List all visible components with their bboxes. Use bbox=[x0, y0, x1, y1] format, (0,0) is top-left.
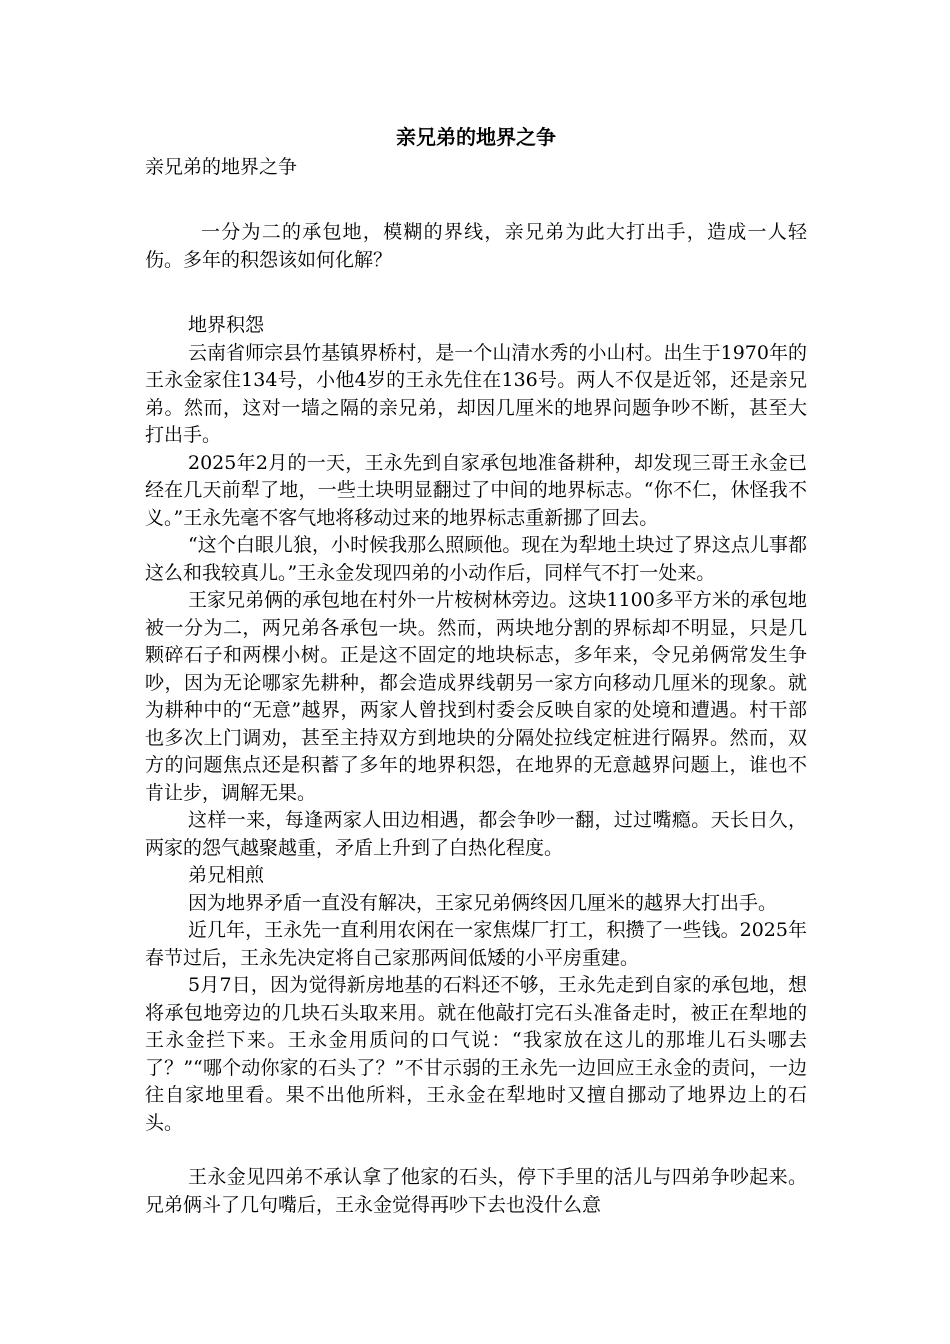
paragraph: “这个白眼儿狼，小时候我那么照顾他。现在为犁地土块过了界这点儿事都这么和我较真儿。”王永金发现四弟的小动作后，同样气不打一处来。 bbox=[145, 534, 807, 584]
document-title: 亲兄弟的地界之争 bbox=[396, 125, 556, 149]
section-heading-dixiong-xiangjian: 弟兄相煎 bbox=[188, 864, 265, 886]
paragraph: 近几年，王永先一直利用农闲在一家焦煤厂打工，积攒了一些钱。2025年春节过后，王永先决定将自己家那两间低矮的小平房重建。 bbox=[145, 919, 807, 969]
document-subtitle: 亲兄弟的地界之争 bbox=[145, 156, 298, 178]
document-page bbox=[145, 120, 807, 1219]
lead-paragraph: 一分为二的承包地，模糊的界线，亲兄弟为此大打出手，造成一人轻伤。多年的积怨该如何化解？ bbox=[145, 221, 807, 271]
paragraph: 王家兄弟俩的承包地在村外一片桉树林旁边。这块1100多平方米的承包地被一分为二，两兄弟各承包一块。然而，两块地分割的界标却不明显，只是几颗碎石子和两棵小树。正是这不固定的地块标志，多年来，令兄弟俩常发生争吵，因为无论哪家先耕种，都会造成界线朝另一家方向移动几厘米的现象。就为耕种中的“无意”越界，两家人曾找到村委会反映自家的处境和遭遇。村干部也多次上门调劝，甚至主持双方到地块的分隔处拉线定桩进行隔界。然而，双方的问题焦点还是积蓄了多年的地界积怨，在地界的无意越界问题上，谁也不肯让步，调解无果。 bbox=[145, 589, 807, 804]
paragraph: 因为地界矛盾一直没有解决，王家兄弟俩终因几厘米的越界大打出手。 bbox=[188, 891, 778, 914]
paragraph: 王永金见四弟不承认拿了他家的石头，停下手里的活儿与四弟争吵起来。兄弟俩斗了几句嘴后，王永金觉得再吵下去也没什么意 bbox=[145, 1166, 807, 1216]
paragraph: 2025年2月的一天，王永先到自家承包地准备耕种，却发现三哥王永金已经在几天前犁了地，一些土块明显翻过了中间的地界标志。“你不仁，休怪我不义。”王永先毫不客气地将移动过来的地界标志重新挪了回去。 bbox=[145, 451, 807, 529]
paragraph: 5月7日，因为觉得新房地基的石料还不够，王永先走到自家的承包地，想将承包地旁边的几块石头取来用。就在他敲打完石头准备走时，被正在犁地的王永金拦下来。王永金用质问的口气说：“我家放在这儿的那堆儿石头哪去了？”“哪个动你家的石头了？”不甘示弱的王永先一边回应王永金的责问，一边往自家地里看。果不出他所料，王永金在犁地时又擅自挪动了地界边上的石头。 bbox=[145, 974, 807, 1134]
section-heading-dijie-jiyuan: 地界积怨 bbox=[188, 314, 265, 336]
article-body bbox=[145, 312, 807, 1219]
paragraph: 云南省师宗县竹基镇界桥村，是一个山清水秀的小山村。出生于1970年的王永金家住134号，小他4岁的王永先住在136号。两人不仅是近邻，还是亲兄弟。然而，这对一墙之隔的亲兄弟，却因几厘米的地界问题争吵不断，甚至大打出手。 bbox=[145, 341, 807, 446]
paragraph: 这样一来，每逢两家人田边相遇，都会争吵一翻，过过嘴瘾。天长日久，两家的怨气越聚越重，矛盾上升到了白热化程度。 bbox=[145, 809, 807, 859]
